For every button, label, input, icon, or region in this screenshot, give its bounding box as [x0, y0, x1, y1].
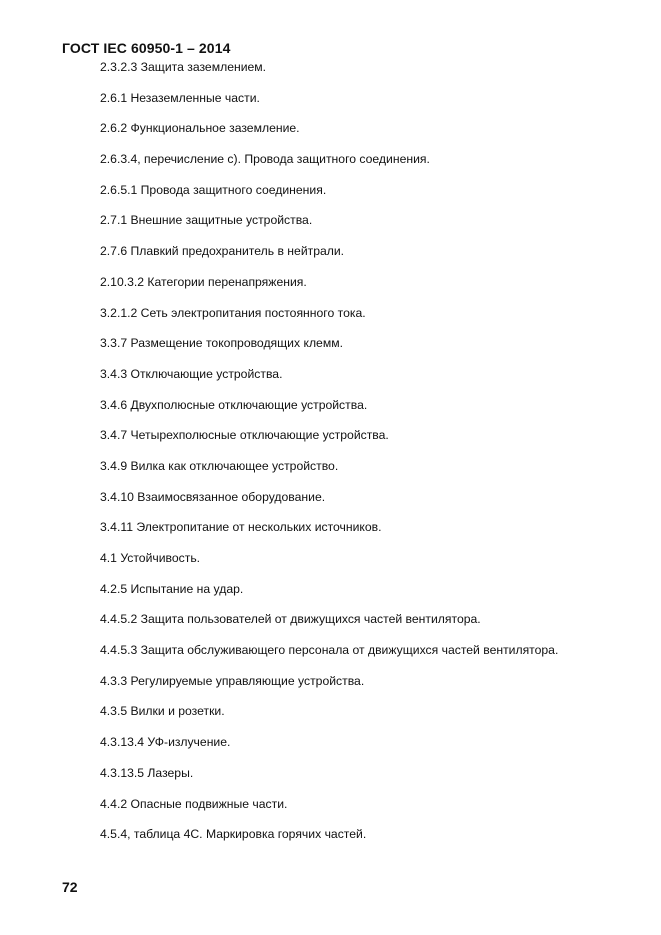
clause-list [100, 60, 558, 858]
clause-entry: 3.4.7 Четырехполюсные отключающие устройства. [100, 428, 389, 443]
clause-entry: 2.6.5.1 Провода защитного соединения. [100, 182, 327, 197]
document-header-title: ГОСТ IEC 60950-1 – 2014 [62, 40, 231, 56]
clause-entry: 3.2.1.2 Сеть электропитания постоянного тока. [100, 305, 366, 320]
clause-entry: 4.4.5.3 Защита обслуживающего персонала от движущихся частей вентилятора. [100, 643, 559, 658]
clause-entry: 2.7.6 Плавкий предохранитель в нейтрали. [100, 244, 345, 259]
clause-entry: 4.5.4, таблица 4С. Маркировка горячих частей. [100, 827, 367, 842]
clause-entry: 4.3.13.5 Лазеры. [100, 765, 194, 780]
clause-entry: 3.3.7 Размещение токопроводящих клемм. [100, 336, 343, 351]
clause-entry: 2.6.2 Функциональное заземление. [100, 121, 300, 136]
clause-entry: 2.6.3.4, перечисление с). Провода защитного соединения. [100, 152, 430, 167]
clause-entry: 4.3.3 Регулируемые управляющие устройства. [100, 673, 365, 688]
clause-entry: 3.4.9 Вилка как отключающее устройство. [100, 458, 339, 473]
clause-entry: 4.2.5 Испытание на удар. [100, 581, 244, 596]
clause-entry: 4.3.13.4 УФ-излучение. [100, 735, 231, 750]
clause-entry: 3.4.3 Отключающие устройства. [100, 366, 283, 381]
clause-entry: 4.4.5.2 Защита пользователей от движущихся частей вентилятора. [100, 612, 481, 627]
clause-entry: 2.10.3.2 Категории перенапряжения. [100, 274, 307, 289]
page-number: 72 [62, 879, 78, 895]
clause-entry: 4.1 Устойчивость. [100, 551, 201, 565]
clause-entry: 2.3.2.3 Защита заземлением. [100, 60, 267, 74]
clause-entry: 3.4.10 Взаимосвязанное оборудование. [100, 489, 326, 504]
clause-entry: 2.7.1 Внешние защитные устройства. [100, 213, 313, 228]
clause-entry: 2.6.1 Незаземленные части. [100, 90, 260, 105]
clause-entry: 3.4.6 Двухполюсные отключающие устройства. [100, 397, 368, 412]
clause-entry: 4.3.5 Вилки и розетки. [100, 704, 225, 719]
clause-entry: 3.4.11 Электропитание от нескольких источников. [100, 520, 382, 535]
clause-entry: 4.4.2 Опасные подвижные части. [100, 796, 288, 811]
